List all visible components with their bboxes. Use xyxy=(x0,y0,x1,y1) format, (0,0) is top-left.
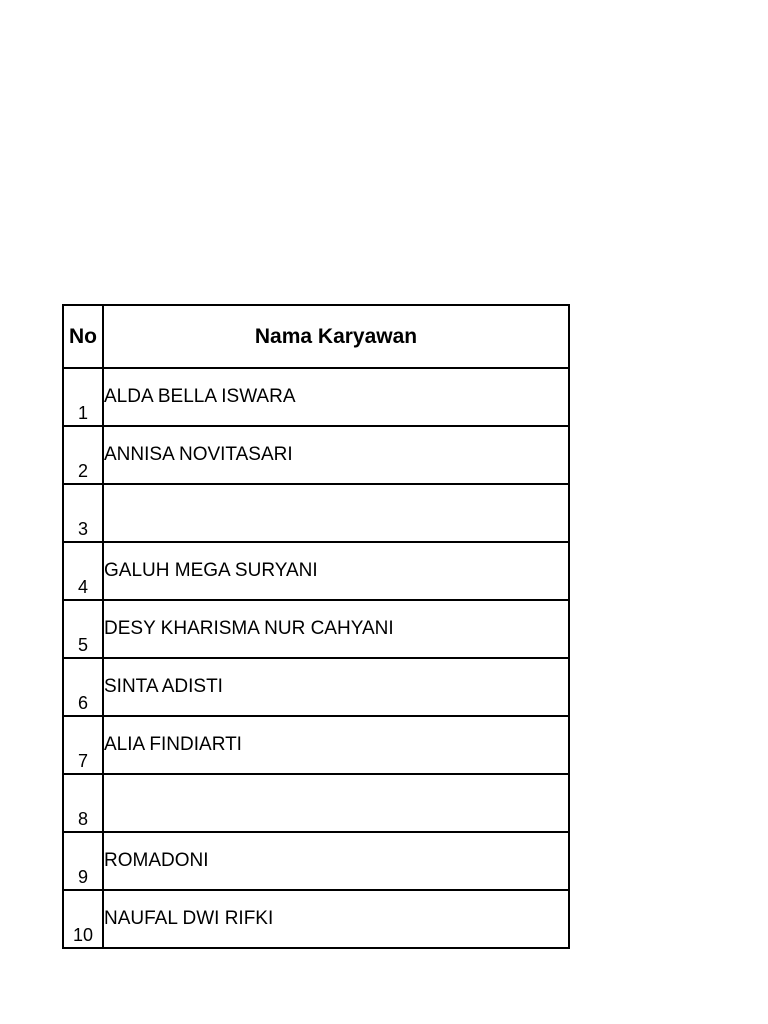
employee-table xyxy=(62,304,570,949)
table-row xyxy=(63,658,569,716)
row-number: 5 xyxy=(63,600,103,658)
table-row xyxy=(63,716,569,774)
employee-name: ANNISA NOVITASARI xyxy=(103,426,569,484)
employee-name: NAUFAL DWI RIFKI xyxy=(103,890,569,948)
employee-name: ALDA BELLA ISWARA xyxy=(103,368,569,426)
row-number: 10 xyxy=(63,890,103,948)
table-row xyxy=(63,368,569,426)
table-row xyxy=(63,542,569,600)
table-row xyxy=(63,426,569,484)
employee-name xyxy=(103,774,569,832)
header-name: Nama Karyawan xyxy=(103,305,569,368)
table-row xyxy=(63,832,569,890)
row-number: 7 xyxy=(63,716,103,774)
row-number: 2 xyxy=(63,426,103,484)
header-no: No xyxy=(63,305,103,368)
employee-name: DESY KHARISMA NUR CAHYANI xyxy=(103,600,569,658)
table-header-row xyxy=(63,305,569,368)
row-number: 4 xyxy=(63,542,103,600)
table-row xyxy=(63,484,569,542)
row-number: 9 xyxy=(63,832,103,890)
employee-name: GALUH MEGA SURYANI xyxy=(103,542,569,600)
row-number: 3 xyxy=(63,484,103,542)
employee-name: SINTA ADISTI xyxy=(103,658,569,716)
table-row xyxy=(63,774,569,832)
row-number: 8 xyxy=(63,774,103,832)
table-row xyxy=(63,890,569,948)
employee-name: ALIA FINDIARTI xyxy=(103,716,569,774)
employee-name xyxy=(103,484,569,542)
table-row xyxy=(63,600,569,658)
row-number: 6 xyxy=(63,658,103,716)
employee-name: ROMADONI xyxy=(103,832,569,890)
row-number: 1 xyxy=(63,368,103,426)
